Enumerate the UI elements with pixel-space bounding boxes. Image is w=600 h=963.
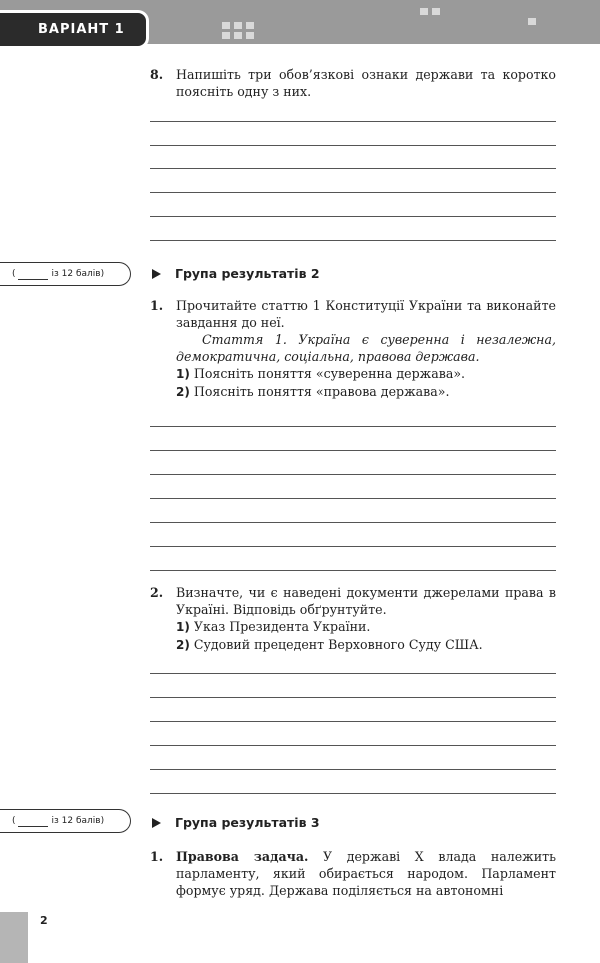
group-title: Група результатів 3 — [175, 815, 320, 830]
answer-line[interactable] — [150, 168, 556, 169]
task-number: 2. — [150, 585, 164, 600]
sub-item-number: 2) — [176, 638, 190, 652]
sub-item-number: 1) — [176, 367, 190, 381]
score-label: із 12 балів) — [51, 816, 105, 826]
decor-square — [222, 22, 230, 29]
answer-line[interactable] — [150, 673, 556, 674]
score-box — [0, 262, 131, 286]
decor-square — [528, 18, 536, 25]
sub-item — [176, 636, 556, 654]
sub-item — [176, 383, 556, 401]
sub-item — [176, 618, 556, 636]
triangle-icon — [152, 269, 161, 279]
quote-text: Стаття 1. Україна є суверенна і незалежна, демократична, соціальна, правова держава. — [176, 332, 556, 364]
answer-line[interactable] — [150, 216, 556, 217]
page-number: 2 — [40, 914, 48, 927]
group3-task-1 — [150, 848, 556, 899]
group2-task-1 — [150, 297, 556, 401]
variant-tab: ВАРІАНТ 1 — [0, 13, 146, 46]
sub-item — [176, 365, 556, 383]
score-paren: ( — [12, 269, 16, 279]
decor-square — [420, 8, 428, 15]
decor-square — [246, 32, 254, 39]
task-text-rest: У державі X влада належить парламенту, який обирається народом. Парламент формує уряд. Держава поділяється на автономні — [176, 849, 556, 898]
answer-line[interactable] — [150, 474, 556, 475]
answer-line[interactable] — [150, 145, 556, 146]
answer-line[interactable] — [150, 546, 556, 547]
answer-line[interactable] — [150, 426, 556, 427]
group-heading — [152, 815, 320, 830]
sub-item-number: 1) — [176, 620, 190, 634]
task-8 — [150, 66, 556, 100]
answer-line[interactable] — [150, 240, 556, 241]
task-text: Визначте, чи є наведені документи джерелами права в Україні. Відповідь обґрунтуйте. — [176, 585, 556, 617]
answer-line[interactable] — [150, 450, 556, 451]
task-number: 1. — [150, 298, 164, 313]
sub-item-number: 2) — [176, 385, 190, 399]
constitution-quote — [176, 331, 556, 365]
sub-item-text: Судовий прецедент Верховного Суду США. — [193, 637, 483, 652]
decor-square — [432, 8, 440, 15]
task-text: Напишіть три обов’язкові ознаки держави та коротко поясніть одну з них. — [176, 67, 556, 99]
decor-square — [234, 32, 242, 39]
group-heading — [152, 266, 320, 281]
page-footer-tab — [0, 912, 28, 963]
answer-line[interactable] — [150, 721, 556, 722]
answer-line[interactable] — [150, 192, 556, 193]
score-label: із 12 балів) — [51, 269, 105, 279]
answer-line[interactable] — [150, 121, 556, 122]
task-number: 1. — [150, 849, 164, 864]
sub-item-text: Поясніть поняття «суверенна держава». — [193, 366, 466, 381]
triangle-icon — [152, 818, 161, 828]
task-text-bold: Правова задача. — [176, 849, 309, 864]
answer-line[interactable] — [150, 498, 556, 499]
group2-task-2 — [150, 584, 556, 654]
sub-item-text: Указ Президента України. — [193, 619, 371, 634]
score-box — [0, 809, 131, 833]
answer-line[interactable] — [150, 697, 556, 698]
decor-square — [222, 32, 230, 39]
sub-item-text: Поясніть поняття «правова держава». — [193, 384, 450, 399]
answer-line[interactable] — [150, 570, 556, 571]
decor-square — [234, 22, 242, 29]
task-text — [176, 848, 556, 899]
answer-line[interactable] — [150, 793, 556, 794]
task-number: 8. — [150, 67, 164, 82]
score-blank[interactable] — [18, 269, 48, 280]
task-text: Прочитайте статтю 1 Конституції України та виконайте завдання до неї. — [176, 298, 556, 330]
answer-line[interactable] — [150, 745, 556, 746]
answer-line[interactable] — [150, 522, 556, 523]
decor-square — [246, 22, 254, 29]
group-title: Група результатів 2 — [175, 266, 320, 281]
score-paren: ( — [12, 816, 16, 826]
score-blank[interactable] — [18, 816, 48, 827]
answer-line[interactable] — [150, 769, 556, 770]
